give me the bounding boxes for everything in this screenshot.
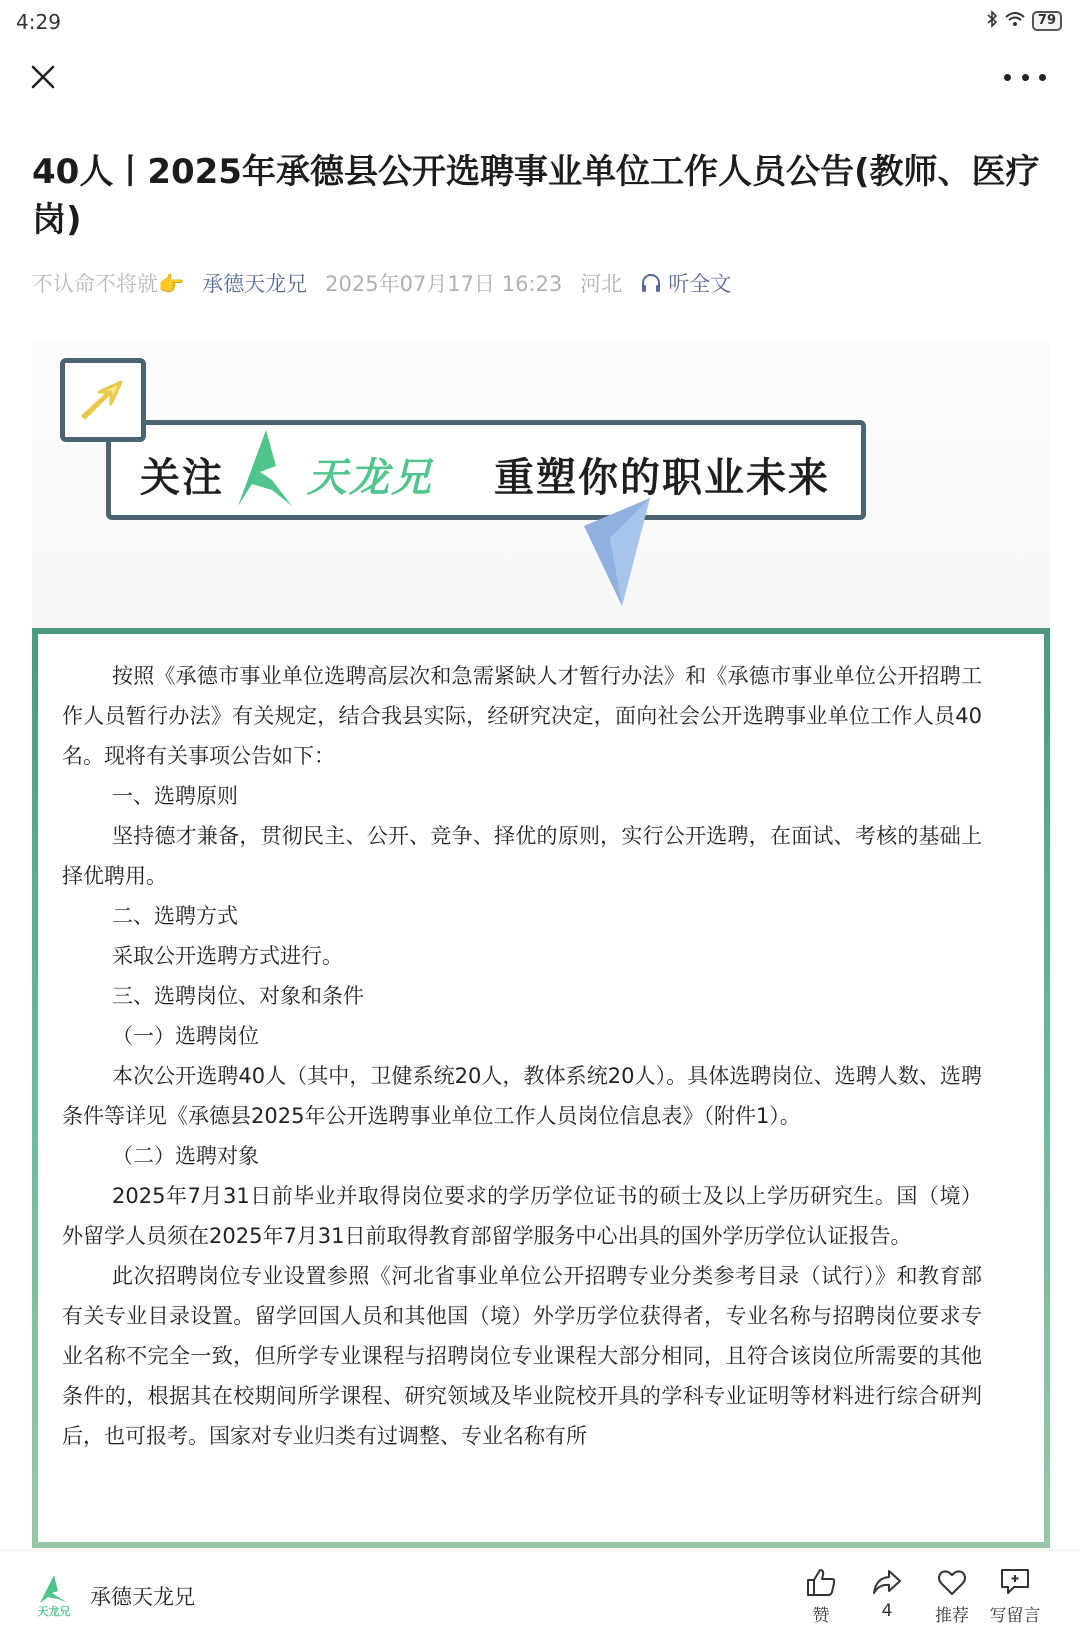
banner-slogan-text: 重塑你的职业未来 [494,455,830,501]
close-icon [26,60,60,94]
banner-arrow-frame [60,358,146,442]
share-icon [871,1567,903,1597]
body-paragraph: 本次公开选聘40人（其中，卫健系统20人，教体系统20人）。具体选聘岗位、选聘人数、选聘条件等详见《承德县2025年公开选聘事业单位工作人员岗位信息表》（附件1）。 [62,1064,982,1128]
account-name[interactable]: 承德天龙兄 [90,1585,195,1609]
share-count: 4 [881,1601,893,1621]
comment-icon [999,1567,1031,1597]
article-meta [32,268,1052,298]
heart-icon [936,1567,968,1597]
like-label: 赞 [812,1606,830,1626]
bluetooth-icon [986,10,998,32]
arrow-icon [73,370,133,430]
body-paragraph: 此次招聘岗位专业设置参照《河北省事业单位公开招聘专业分类参考目录（试行）》和教育部有关专业目录设置。留学回国人员和其他国（境）外学历学位获得者，专业名称与招聘岗位要求专业名称不完全一致，但所学专业课程与招聘岗位专业课程大部分相同，且符合该岗位所需要的其他条件的，根据其在校期间所学课程、研究领域及毕业院校开具的学科专业证明等材料进行综合研判后，也可报考。国家对专业归类有过调整、专业名称有所 [62,1264,982,1448]
article-body [62,656,982,1456]
publish-region: 河北 [580,272,623,296]
wifi-icon [1004,10,1026,32]
author-slogan: 不认命不将就👉 [32,272,185,296]
body-paragraph: 采取公开选聘方式进行。 [112,944,343,968]
close-button[interactable] [26,60,60,94]
nav-bar [0,50,1080,110]
body-paragraph: 坚持德才兼备，贯彻民主、公开、竞争、择优的原则，实行公开选聘，在面试、考核的基础上择优聘用。 [62,824,982,888]
more-button[interactable] [1004,62,1046,92]
status-time: 4:29 [16,10,61,34]
account-avatar[interactable] [34,1573,74,1617]
section-heading: 三、选聘岗位、对象和条件 [112,984,364,1008]
banner-brand-text: 天龙兄 [307,455,433,501]
more-icon-dot [1004,74,1011,81]
thumbs-up-icon [805,1567,837,1597]
listen-button[interactable] [640,268,731,298]
banner-follow-text: 关注 [140,455,224,501]
banner-image [32,338,1050,628]
article-title: 40人丨2025年承德县公开选聘事业单位工作人员公告(教师、医疗岗) [32,152,1040,240]
body-paragraph: 按照《承德市事业单位选聘高层次和急需紧缺人才暂行办法》和《承德市事业单位公开招聘工作人员暂行办法》有关规定，结合我县实际，经研究决定，面向社会公开选聘事业单位工作人员40名。现将有关事项公告如下： [62,664,982,768]
paper-plane-icon [580,498,652,610]
author-link[interactable]: 承德天龙兄 [202,272,308,296]
status-icons [986,10,1062,32]
comment-label: 写留言 [989,1606,1041,1626]
more-icon-dot [1039,74,1046,81]
brand-logo-icon [232,426,302,510]
body-paragraph: 2025年7月31日前毕业并取得岗位要求的学历学位证书的硕士及以上学历研究生。国（境）外留学人员须在2025年7月31日前取得教育部留学服务中心出具的国外学历学位认证报告。 [62,1184,982,1248]
avatar-label: 天龙兄 [37,1605,71,1617]
section-heading: 一、选聘原则 [112,784,238,808]
bottom-bar [0,1550,1080,1643]
section-heading: 二、选聘方式 [112,904,238,928]
listen-label: 听全文 [668,272,732,296]
recommend-button[interactable] [917,1567,987,1626]
headphones-icon [640,272,662,294]
content-frame [32,628,1050,1548]
more-icon-dot [1022,74,1029,81]
subsection-heading: （二）选聘对象 [112,1144,259,1168]
like-button[interactable] [786,1567,856,1626]
share-button[interactable] [852,1567,922,1621]
recommend-label: 推荐 [935,1606,969,1626]
comment-button[interactable] [980,1567,1050,1626]
subsection-heading: （一）选聘岗位 [112,1024,259,1048]
battery-indicator: 79 [1032,11,1062,31]
publish-date: 2025年07月17日 16:23 [325,272,563,296]
status-bar [0,0,1080,44]
